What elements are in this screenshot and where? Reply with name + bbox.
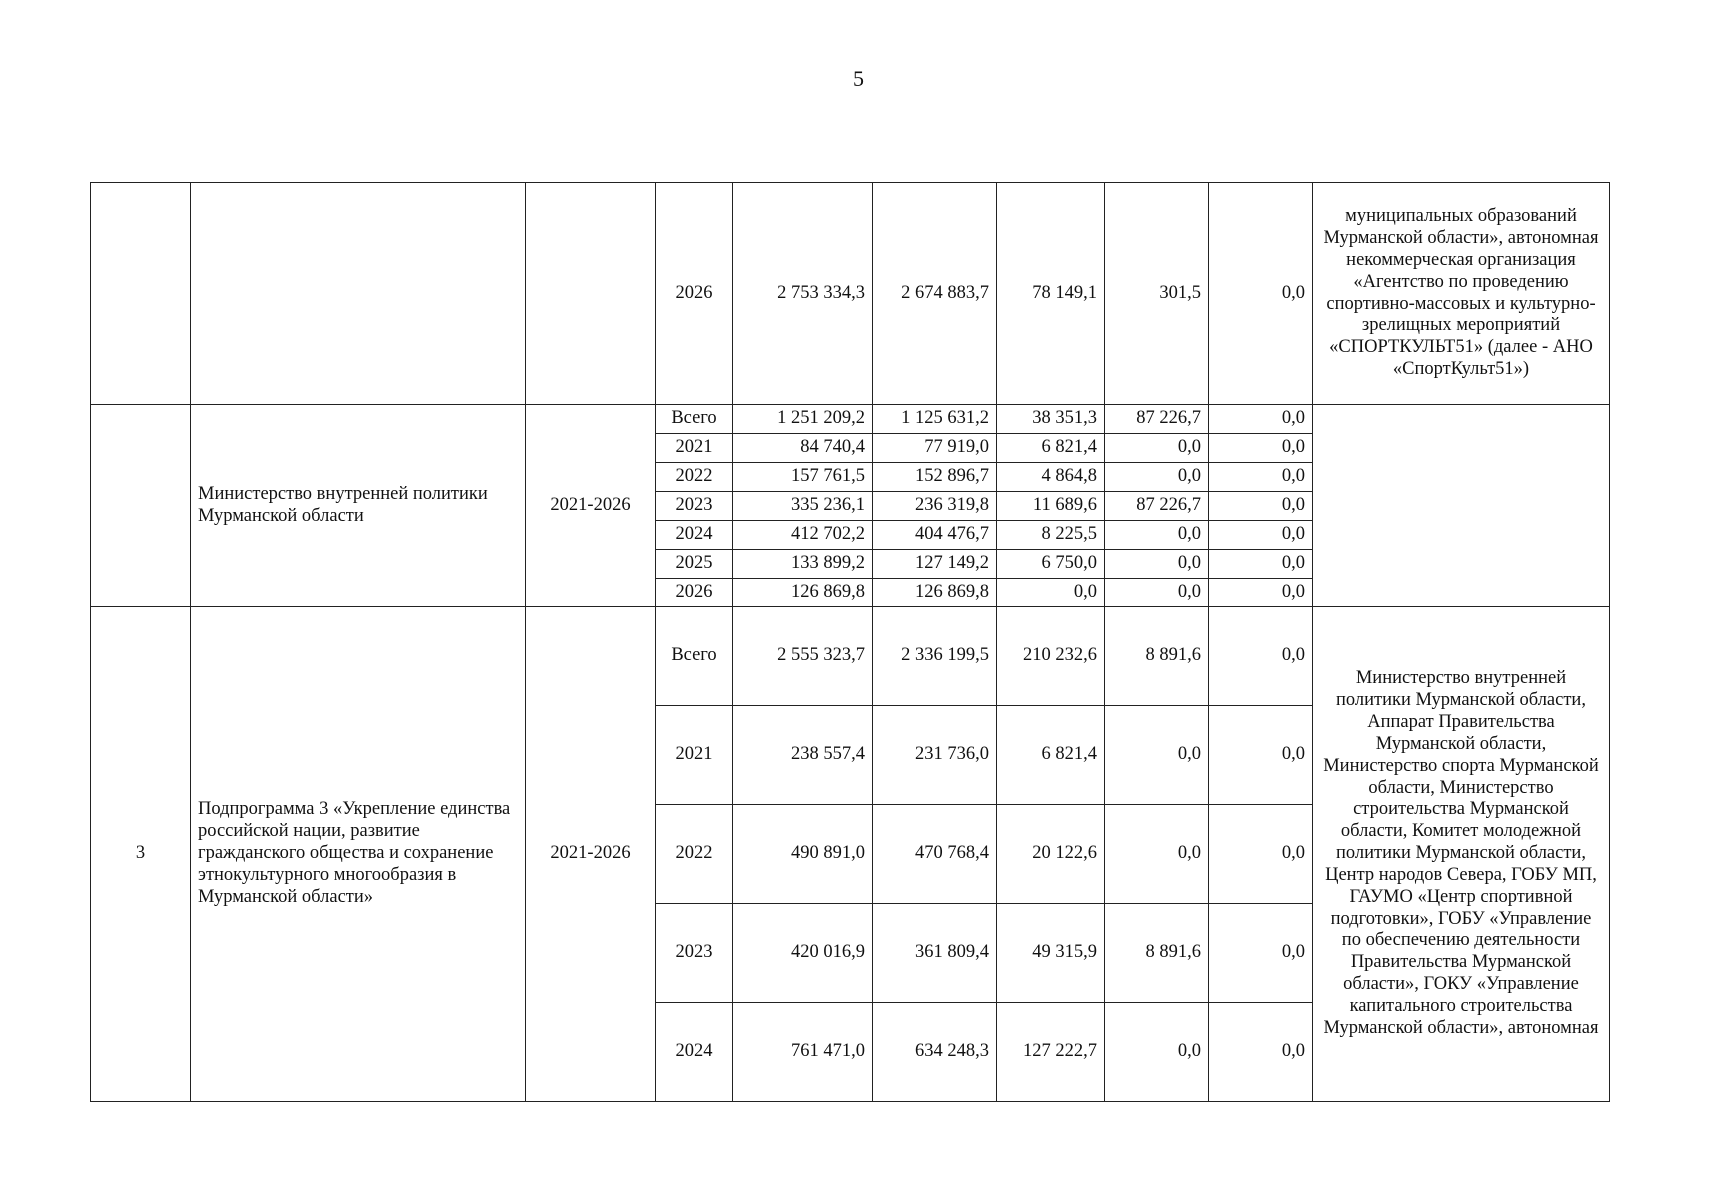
total-cell: 761 471,0	[733, 1003, 873, 1102]
total-cell: 133 899,2	[733, 550, 873, 579]
executors-cell	[1313, 405, 1610, 607]
year-cell: 2025	[656, 550, 733, 579]
local-budget-cell: 0,0	[1105, 1003, 1209, 1102]
local-budget-cell: 0,0	[1105, 521, 1209, 550]
federal-budget-cell: 6 750,0	[997, 550, 1105, 579]
total-cell: 420 016,9	[733, 904, 873, 1003]
regional-budget-cell: 404 476,7	[873, 521, 997, 550]
regional-budget-cell: 2 674 883,7	[873, 183, 997, 405]
local-budget-cell: 301,5	[1105, 183, 1209, 405]
executors-cell: муниципальных образований Мурманской области», автономная некоммерческая организация «Агентство по проведению спортивно-массовых и культурно-зрелищных мероприятий «СПОРТКУЛЬТ51» (далее - АНО «СпортКульт51»)	[1313, 183, 1610, 405]
other-sources-cell: 0,0	[1209, 463, 1313, 492]
regional-budget-cell: 77 919,0	[873, 434, 997, 463]
federal-budget-cell: 6 821,4	[997, 434, 1105, 463]
total-cell: 412 702,2	[733, 521, 873, 550]
other-sources-cell: 0,0	[1209, 492, 1313, 521]
other-sources-cell: 0,0	[1209, 904, 1313, 1003]
other-sources-cell: 0,0	[1209, 434, 1313, 463]
year-cell: 2024	[656, 521, 733, 550]
table-row	[91, 607, 1610, 706]
federal-budget-cell: 38 351,3	[997, 405, 1105, 434]
item-number-cell	[91, 183, 191, 405]
federal-budget-cell: 210 232,6	[997, 607, 1105, 706]
total-cell: 157 761,5	[733, 463, 873, 492]
total-cell: 335 236,1	[733, 492, 873, 521]
year-cell: 2021	[656, 434, 733, 463]
local-budget-cell: 87 226,7	[1105, 405, 1209, 434]
item-number-cell: 3	[91, 607, 191, 1102]
other-sources-cell: 0,0	[1209, 706, 1313, 805]
local-budget-cell: 0,0	[1105, 706, 1209, 805]
item-number-cell	[91, 405, 191, 607]
local-budget-cell: 87 226,7	[1105, 492, 1209, 521]
total-cell: 126 869,8	[733, 579, 873, 607]
total-cell: 490 891,0	[733, 805, 873, 904]
period-cell: 2021-2026	[526, 607, 656, 1102]
local-budget-cell: 0,0	[1105, 579, 1209, 607]
year-cell: 2024	[656, 1003, 733, 1102]
year-cell: 2021	[656, 706, 733, 805]
total-cell: 1 251 209,2	[733, 405, 873, 434]
program-name-cell: Министерство внутренней политики Мурманской области	[191, 405, 526, 607]
federal-budget-cell: 127 222,7	[997, 1003, 1105, 1102]
funding-table	[90, 182, 1610, 1102]
regional-budget-cell: 2 336 199,5	[873, 607, 997, 706]
program-name-cell: Подпрограмма 3 «Укрепление единства российской нации, развитие гражданского общества и сохранение этнокультурного многообразия в Мурманской области»	[191, 607, 526, 1102]
regional-budget-cell: 1 125 631,2	[873, 405, 997, 434]
total-cell: 2 555 323,7	[733, 607, 873, 706]
regional-budget-cell: 236 319,8	[873, 492, 997, 521]
federal-budget-cell: 20 122,6	[997, 805, 1105, 904]
regional-budget-cell: 231 736,0	[873, 706, 997, 805]
year-cell: Всего	[656, 405, 733, 434]
federal-budget-cell: 6 821,4	[997, 706, 1105, 805]
federal-budget-cell: 11 689,6	[997, 492, 1105, 521]
local-budget-cell: 0,0	[1105, 550, 1209, 579]
total-cell: 84 740,4	[733, 434, 873, 463]
federal-budget-cell: 49 315,9	[997, 904, 1105, 1003]
period-cell: 2021-2026	[526, 405, 656, 607]
local-budget-cell: 0,0	[1105, 805, 1209, 904]
other-sources-cell: 0,0	[1209, 1003, 1313, 1102]
table-row	[91, 405, 1610, 434]
year-cell: 2026	[656, 183, 733, 405]
year-cell: 2026	[656, 579, 733, 607]
regional-budget-cell: 152 896,7	[873, 463, 997, 492]
year-cell: Всего	[656, 607, 733, 706]
federal-budget-cell: 0,0	[997, 579, 1105, 607]
other-sources-cell: 0,0	[1209, 183, 1313, 405]
regional-budget-cell: 634 248,3	[873, 1003, 997, 1102]
federal-budget-cell: 78 149,1	[997, 183, 1105, 405]
federal-budget-cell: 4 864,8	[997, 463, 1105, 492]
local-budget-cell: 0,0	[1105, 434, 1209, 463]
regional-budget-cell: 470 768,4	[873, 805, 997, 904]
local-budget-cell: 8 891,6	[1105, 607, 1209, 706]
period-cell	[526, 183, 656, 405]
other-sources-cell: 0,0	[1209, 550, 1313, 579]
year-cell: 2023	[656, 904, 733, 1003]
year-cell: 2022	[656, 463, 733, 492]
regional-budget-cell: 361 809,4	[873, 904, 997, 1003]
federal-budget-cell: 8 225,5	[997, 521, 1105, 550]
regional-budget-cell: 126 869,8	[873, 579, 997, 607]
total-cell: 2 753 334,3	[733, 183, 873, 405]
other-sources-cell: 0,0	[1209, 579, 1313, 607]
year-cell: 2023	[656, 492, 733, 521]
local-budget-cell: 8 891,6	[1105, 904, 1209, 1003]
regional-budget-cell: 127 149,2	[873, 550, 997, 579]
year-cell: 2022	[656, 805, 733, 904]
program-name-cell	[191, 183, 526, 405]
other-sources-cell: 0,0	[1209, 805, 1313, 904]
total-cell: 238 557,4	[733, 706, 873, 805]
table-row	[91, 183, 1610, 405]
local-budget-cell: 0,0	[1105, 463, 1209, 492]
other-sources-cell: 0,0	[1209, 405, 1313, 434]
other-sources-cell: 0,0	[1209, 521, 1313, 550]
page-number: 5	[853, 66, 864, 91]
other-sources-cell: 0,0	[1209, 607, 1313, 706]
executors-cell: Министерство внутренней политики Мурманской области, Аппарат Правительства Мурманской области, Министерство спорта Мурманской области, Министерство строительства Мурманской области, Комитет молодежной политики Мурманской области, Центр народов Севера, ГОБУ МП, ГАУМО «Центр спортивной подготовки», ГОБУ «Управление по обеспечению деятельности Правительства Мурманской области», ГОКУ «Управление капитального строительства Мурманской области», автономная	[1313, 607, 1610, 1102]
